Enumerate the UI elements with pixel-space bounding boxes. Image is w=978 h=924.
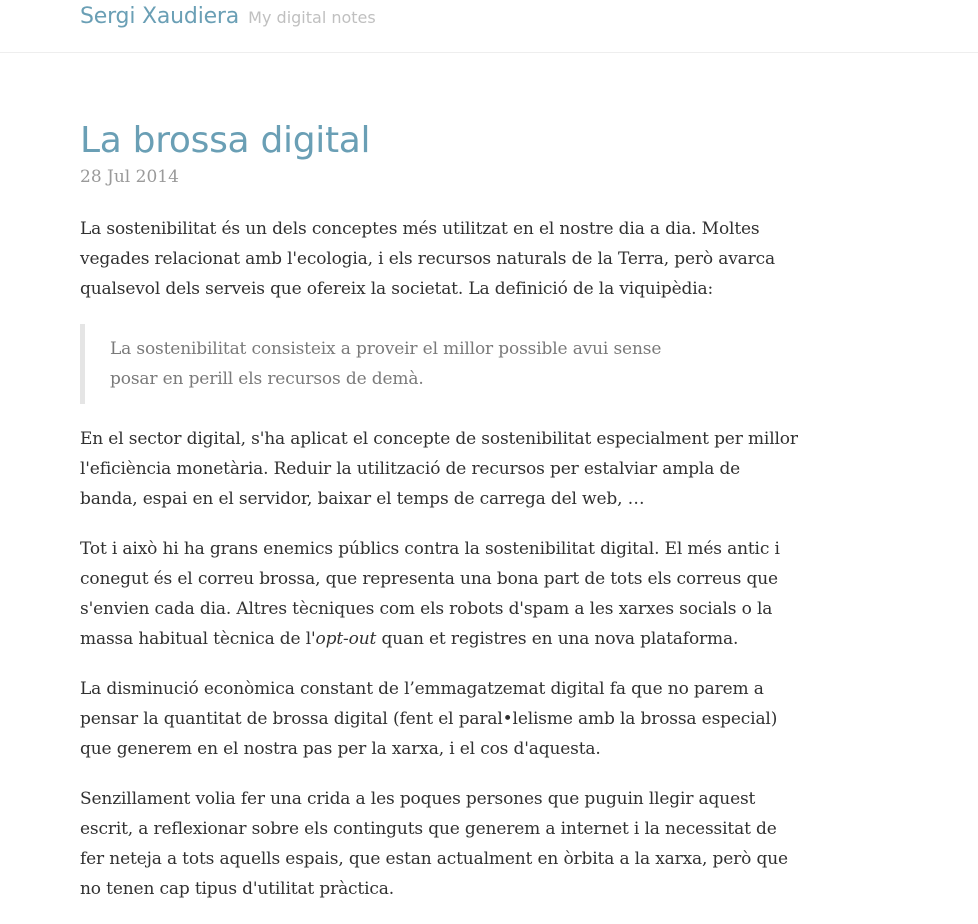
opt-out-emphasis: opt-out [315,629,377,649]
masthead [0,0,978,53]
post-date: 28 Jul 2014 [80,167,179,187]
post-container [80,115,800,924]
post-paragraph-4: La disminució econòmica constant de l’emmagatzemat digital fa que no parem a pensar la quantitat de brossa digital (fent el paral•lelisme amb la brossa especial) que generem en el nostra pas per la xarxa, i el cos d'aquesta. [80,679,778,759]
post-paragraph-3 [80,534,800,654]
paragraph-3-start: Tot i això hi ha grans enemics públics contra la sostenibilitat digital. El més antic i conegut és el correu brossa, que representa una bona part de tots els correus que s'envien cada dia. Altres tècniques com els robots d'spam a les xarxes socials o la massa habitual tècnica de l' [80,539,780,649]
post-paragraph-2: En el sector digital, s'ha aplicat el concepte de sostenibilitat especialment per millor l'eficiència monetària. Reduir la utilització de recursos per estalviar ampla de banda, espai en el servidor, baixar el temps de carrega del web, … [80,429,798,509]
post-title: La brossa digital [80,120,371,161]
quote-text: La sostenibilitat consisteix a proveir el millor possible avui sense posar en perill els recursos de demà. [110,339,662,389]
definition-quote [80,324,710,404]
post-paragraph-1: La sostenibilitat és un dels conceptes més utilitzat en el nostre dia a dia. Moltes vegades relacionat amb l'ecologia, i els recursos naturals de la Terra, però avarca qualsevol dels serveis que ofereix la societat. La definició de la viquipèdia: [80,219,775,299]
paragraph-3-end: quan et registres en una nova plataforma. [376,629,739,649]
site-tagline: My digital notes [248,8,376,27]
post-paragraph-5: Senzillament volia fer una crida a les poques persones que puguin llegir aquest escrit, a reflexionar sobre els continguts que generem a internet i la necessitat de fer neteja a tots aquells espais, que estan actualment en òrbita a la xarxa, però que no tenen cap tipus d'utilitat pràctica. [80,789,788,899]
site-title-link[interactable]: Sergi Xaudiera [80,4,240,29]
masthead-inner [80,4,376,29]
